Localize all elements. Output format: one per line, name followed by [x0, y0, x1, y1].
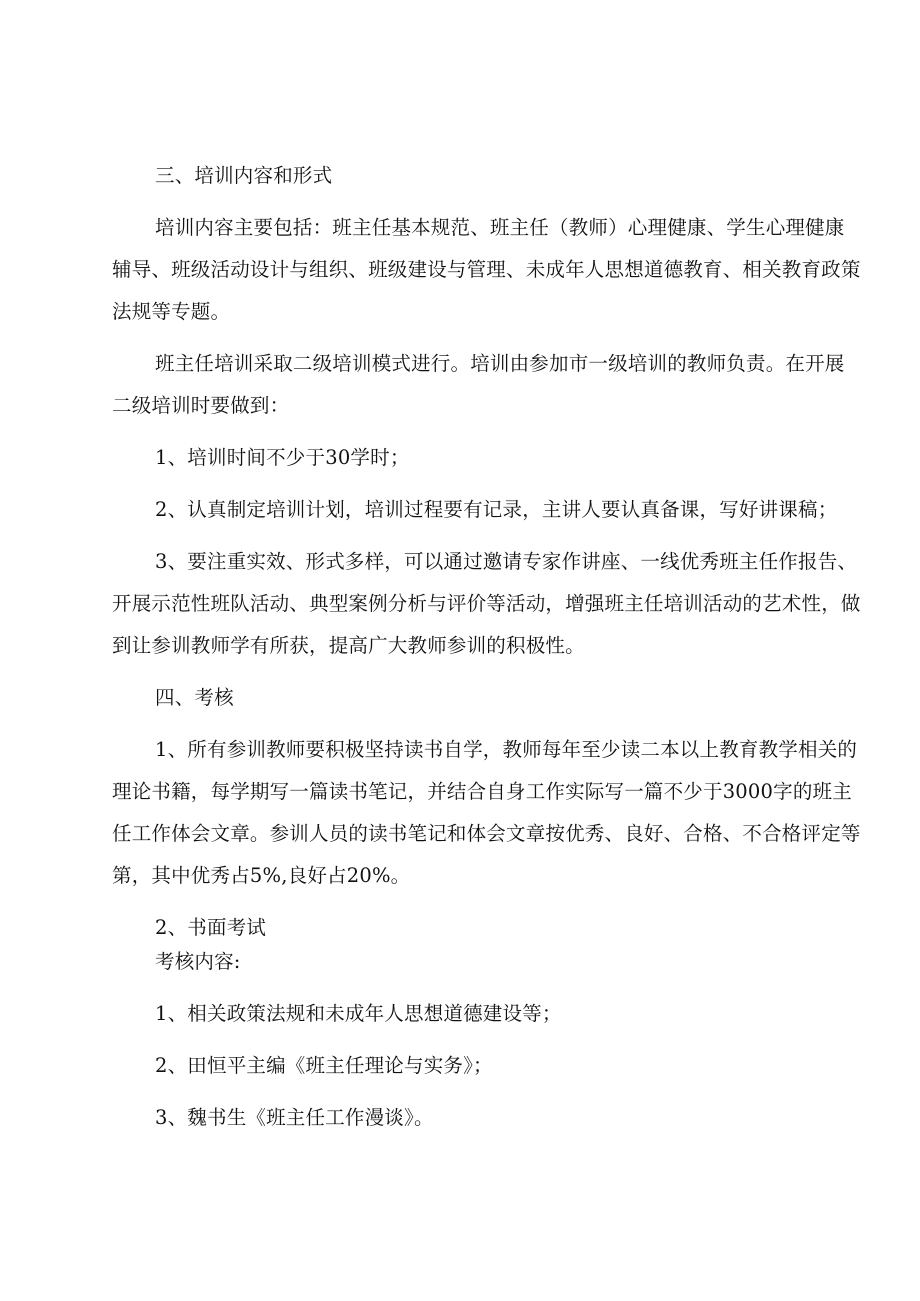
paragraph-line: 到让参训教师学有所获，提高广大教师参训的积极性。 [112, 634, 585, 657]
requirement-item: 2、认真制定培训计划，培训过程要有记录，主讲人要认真备课，写好讲课稿； [155, 498, 838, 521]
paragraph-line: 理论书籍，每学期写一篇读书笔记，并结合自身工作实际写一篇不少于3000字的班主 [112, 780, 852, 803]
paragraph-line: 班主任培训采取二级培训模式进行。培训由参加市一级培训的教师负责。在开展 [155, 352, 845, 375]
section-heading-training-content: 三、培训内容和形式 [155, 164, 333, 187]
paragraph-line: 开展示范性班队活动、典型案例分析与评价等活动，增强班主任培训活动的艺术性，做 [112, 592, 861, 615]
paragraph-line: 培训内容主要包括：班主任基本规范、班主任（教师）心理健康、学生心理健康 [155, 216, 845, 239]
exam-item: 1、相关政策法规和未成年人思想道德建设等； [155, 1002, 562, 1025]
paragraph-line: 任工作体会文章。参训人员的读书笔记和体会文章按优秀、良好、合格、不合格评定等 [112, 822, 861, 845]
paragraph-line: 辅导、班级活动设计与组织、班级建设与管理、未成年人思想道德教育、相关教育政策 [112, 258, 861, 281]
paragraph-line: 1、所有参训教师要积极坚持读书自学，教师每年至少读二本以上教育教学相关的 [155, 738, 858, 761]
exam-item: 2、田恒平主编《班主任理论与实务》； [155, 1054, 493, 1077]
paragraph-line: 二级培训时要做到： [112, 394, 290, 417]
paragraph-line: 法规等专题。 [112, 300, 231, 323]
exam-item: 3、魏书生《班主任工作漫谈》。 [155, 1106, 434, 1129]
assessment-item: 2、书面考试 [155, 916, 267, 939]
requirement-item: 1、培训时间不少于30学时； [155, 446, 410, 469]
section-heading-assessment: 四、考核 [155, 686, 234, 709]
exam-content-label: 考核内容: [155, 950, 241, 973]
paragraph-line: 3、要注重实效、形式多样，可以通过邀请专家作讲座、一线优秀班主任作报告、 [155, 550, 858, 573]
paragraph-line: 第，其中优秀占5%,良好占20%。 [112, 864, 411, 887]
